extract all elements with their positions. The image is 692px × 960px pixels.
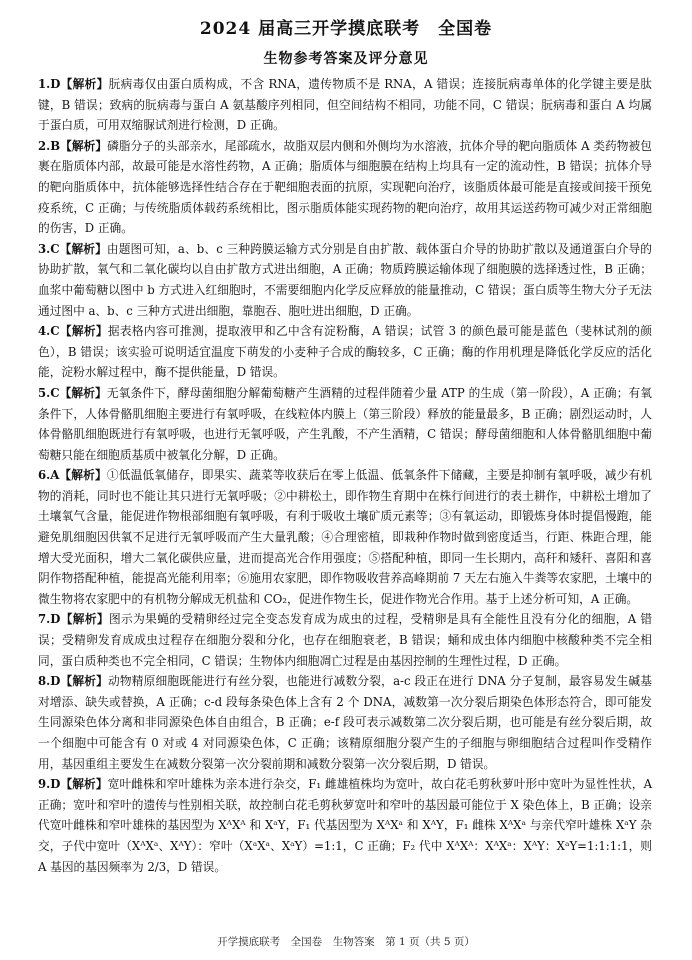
answer-text: 据表格内容可推测，提取液甲和乙中含有淀粉酶，A 错误；试管 3 的颜色最可能是蓝色（斐林试剂的颜色），B 错误；该实验可说明适宜温度下萌发的小麦种子合成的酶较多，C 正确；酶的作用机理是降低化学反应的活化能，淀粉水解过程中，酶不提供能量，D 错误。 <box>38 324 652 380</box>
answer-item <box>38 383 652 465</box>
answer-text: 朊病毒仅由蛋白质构成，不含 RNA，遗传物质不是 RNA，A 错误；连接朊病毒单体的化学键主要是肽键，B 错误；致病的朊病毒与蛋白 A 氨基酸序列相同，但空间结构不相同，功能不同，C 错误；朊病毒和蛋白 A 均属于蛋白质，可用双缩脲试剂进行检测，D 正确。 <box>38 77 652 133</box>
page-footer: 开学摸底联考 全国卷 生物答案 第 1 页（共 5 页） <box>217 936 475 948</box>
answer-id: 2.B【解析】 <box>38 138 108 153</box>
answer-item <box>38 671 652 774</box>
answer-id: 8.D【解析】 <box>38 674 109 689</box>
answer-text: 宽叶雌株和窄叶雄株为亲本进行杂交，F₁ 雌雄植株均为宽叶，故白花毛剪秋萝叶形中宽叶为显性性状，A 正确；宽叶和窄叶的遗传与性别相关联，故控制白花毛剪秋萝宽叶和窄叶的基因最可能位于 X 染色体上，B 正确；设亲代宽叶雌株和窄叶雄株的基因型为 XᴬXᴬ 和 XᵃY，F₁ 代基因型为 XᴬXᵃ 和 XᴬY，F₁ 雌株 XᴬXᵃ 与亲代窄叶雄株 XᵃY 杂交，子代中宽叶（XᴬXᵃ、XᴬY）：窄叶（XᵃXᵃ、XᵃY）=1:1，C 正确；F₂ 代中 XᴬXᴬ：XᴬXᵃ：XᴬY：XᵃY=1:1:1:1，则 A 基因的基因频率为 2/3，D 错误。 <box>38 777 653 874</box>
answer-item <box>38 74 652 136</box>
page-subtitle: 生物参考答案及评分意见 <box>263 51 429 67</box>
answer-text: 由题图可知，a、b、c 三种跨膜运输方式分别是自由扩散、载体蛋白介导的协助扩散以及通道蛋白介导的协助扩散，氧气和二氧化碳均以自由扩散方式进出细胞，A 正确；物质跨膜运输体现了细胞膜的选择透过性，B 正确；血浆中葡萄糖以图中 b 方式进入红细胞时，不需要细胞内化学反应释放的能量推动，C 错误；蛋白质等生物大分子无法通过图中 a、b、c 三种方式进出细胞，靠胞吞、胞吐进出细胞，D 正确。 <box>38 241 652 318</box>
answer-item <box>38 239 652 321</box>
answer-id: 4.C【解析】 <box>38 324 108 339</box>
answer-id: 7.D【解析】 <box>38 612 109 627</box>
answer-item <box>38 774 652 877</box>
answer-id: 5.C【解析】 <box>38 385 107 400</box>
answer-item <box>38 321 652 383</box>
answer-id: 6.A【解析】 <box>38 468 107 483</box>
answer-id: 3.C【解析】 <box>38 241 107 256</box>
answer-text: 动物精原细胞既能进行有丝分裂，也能进行减数分裂，a-c 段正在进行 DNA 分子复制，最容易发生碱基对增添、缺失或替换，A 正确；c-d 段每条染色体上含有 2 个 DNA，减数第一次分裂后期染色体形态符合，即可能发生同源染色体分离和非同源染色体自由组合，B 正确；e-f 段可表示减数第二次分裂后期，也可能是有丝分裂后期，故一个细胞中可能含有 0 对或 4 对同源染色体，C 正确；该精原细胞分裂产生的子细胞与卵细胞结合过程叫作受精作用，基因重组主要发生在减数分裂第一次分裂前期和减数分裂第一次分裂后期，D 错误。 <box>38 674 652 771</box>
answer-list <box>38 74 652 877</box>
answer-text: ①低温低氧储存，即果实、蔬菜等收获后在零上低温、低氧条件下储藏，主要是抑制有氧呼吸，减少有机物的消耗，同时也不能让其只进行无氧呼吸；②中耕松土，即作物生育期中在株行间进行的表土耕作，中耕松土增加了土壤氧气含量，能促进作物根部细胞有氧呼吸，有利于吸收土壤矿质元素等；③有氧运动，即锻炼身体时提倡慢跑，能避免肌细胞因供氧不足进行无氧呼吸而产生大量乳酸；④合理密植，即栽种作物时做到密度适当，行距、株距合理，能增大受光面积，增大二氧化碳供应量，进而提高光合作用强度；⑤搭配种植，即同一生长期内，高秆和矮秆、喜阳和喜阴作物搭配种植，能提高光能利用率；⑥施用农家肥，即作物吸收营养高峰期前 7 天左右施入牛粪等农家肥，土壤中的微生物将农家肥中的有机物分解成无机盐和 CO₂，促进作物生长，促进作物光合作用。基于上述分析可知，A 正确。 <box>38 468 652 606</box>
answer-item <box>38 465 652 609</box>
answer-text: 无氧条件下，酵母菌细胞分解葡萄糖产生酒精的过程伴随着少量 ATP 的生成（第一阶段），A 正确；有氧条件下，人体骨骼肌细胞主要进行有氧呼吸，在线粒体内膜上（第三阶段）释放的能量最多，B 正确；剧烈运动时，人体骨骼肌细胞既进行有氧呼吸，也进行无氧呼吸，产生乳酸，不产生酒精，C 错误；酵母菌细胞和人体骨骼肌细胞中葡萄糖只能在细胞质基质中被氧化分解，D 正确。 <box>38 385 652 462</box>
page-title: 2024 届高三开学摸底联考 全国卷 <box>199 19 493 39</box>
answer-item <box>38 609 652 671</box>
answer-id: 9.D【解析】 <box>38 777 108 792</box>
answer-text: 图示为果蝇的受精卵经过完全变态发育成为成虫的过程，受精卵是具有全能性且没有分化的细胞，A 错误；受精卵发育成成虫过程存在细胞分裂和分化，也存在细胞衰老，B 错误；蛹和成虫体内细胞中核酸种类不完全相同，蛋白质种类也不完全相同，C 错误；生物体内细胞凋亡过程是由基因控制的生理性过程，D 正确。 <box>38 612 653 668</box>
answer-item <box>38 136 652 239</box>
answer-id: 1.D【解析】 <box>38 77 109 91</box>
answer-text: 磷脂分子的头部亲水，尾部疏水，故脂双层内侧和外侧均为水溶液，抗体介导的靶向脂质体 A 类药物被包裹在脂质体内部，故最可能是水溶性药物，A 正确；脂质体与细胞膜在结构上均具有一定的流动性，B 错误；抗体介导的靶向脂质体中，抗体能够选择性结合存在于靶细胞表面的抗原，实现靶向治疗，该脂质体最可能是直接或间接干预免疫系统，C 正确；与传统脂质体载药系统相比，图示脂质体能实现药物的靶向治疗，故用其运送药物可减少对正常细胞的伤害，D 正确。 <box>38 138 652 236</box>
